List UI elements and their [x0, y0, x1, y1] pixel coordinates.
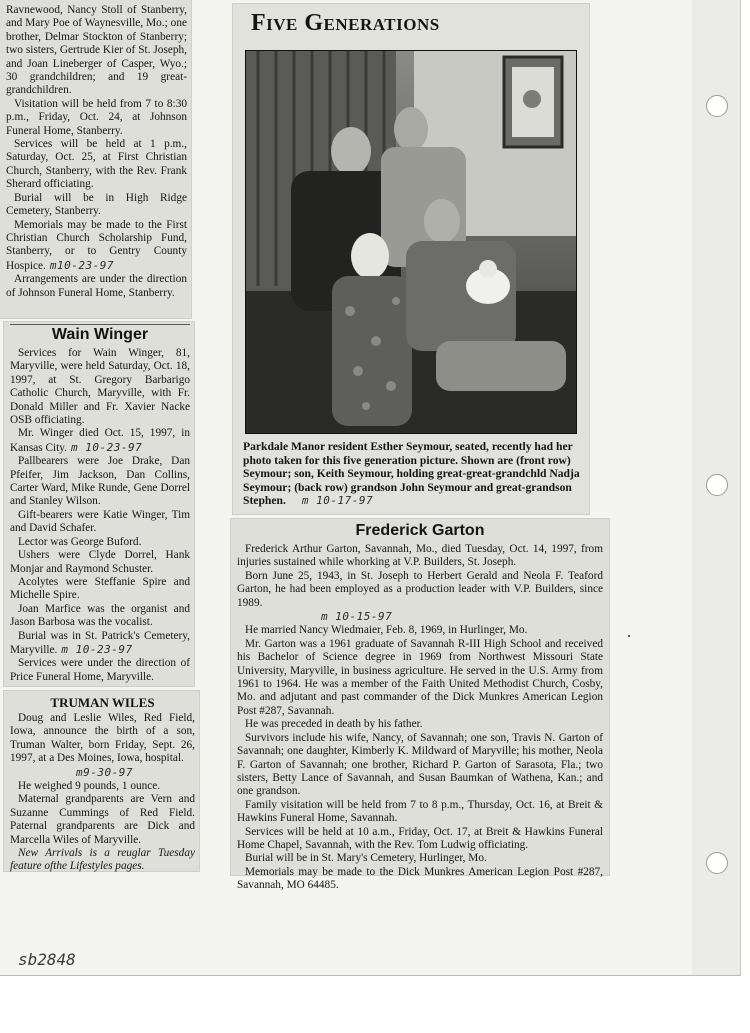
- ink-speck: [628, 635, 630, 637]
- obit-paragraph: Services will be held at 1 p.m., Saturday, Oct. 25, at First Christian Church, Stanberry, with the Rev. Frank Sherard officiating.: [6, 138, 187, 191]
- handwritten-sheet-id: sb2848: [18, 950, 76, 969]
- family-photo-illustration: [246, 51, 576, 433]
- obit-paragraph: Survivors include his wife, Nancy, of Savannah; one son, Travis N. Garton of Savannah; one daughter, Kimberly K. Mildward of Maryville; his mother, Neola F. Garton of Savannah; one brother, Richard P. Garton of Sarasota, Fla.; two sisters, Betty Lance of Savannah, and Susan Baumkan of Wathena, Kan.; and one grandson.: [237, 731, 603, 798]
- man-back-left-head: [331, 127, 371, 175]
- birth-paragraph: Maternal grandparents are Vern and Suzanne Cummings of Red Field. Paternal grandparents are Dick and Marcella Wiles of Maryville.: [10, 793, 195, 846]
- obit-paragraph: Mr. Garton was a 1961 graduate of Savannah R-III High School and received his Bachelor of Science degree in 1969 from Northwest Missouri State University, Maryville, in business agriculture. He served in the U.S. Army from 1961 to 1964. He was a member of the Faith United Methodist Church, Cosby, Mo. and adjutant and past commander of the Dick Munkres American Legion Post #287, Savannah.: [237, 637, 603, 717]
- obit-paragraph: Acolytes were Steffanie Spire and Michelle Spire.: [10, 575, 190, 602]
- handwritten-date: m10-23-97: [49, 258, 114, 272]
- binder-hole-middle: [706, 474, 728, 496]
- handwritten-date: m 10-17-97: [301, 494, 374, 508]
- obit-paragraph: Lector was George Buford.: [18, 535, 142, 548]
- obit-paragraph: Burial will be in St. Mary's Cemetery, Hurlinger, Mo.: [245, 852, 487, 865]
- photo-caption-block: [243, 440, 581, 508]
- truman-wiles-clipping: [4, 691, 199, 871]
- obit-paragraph: Burial was in St. Patrick's Cemetery, Maryville. m 10-23-97: [10, 629, 190, 656]
- feature-note: New Arrivals is a reuglar Tuesday feature ofthe Lifestyles pages.: [10, 847, 195, 873]
- young-man-head: [394, 107, 428, 151]
- five-generations-clipping: [233, 4, 589, 514]
- truman-wiles-headline: TRUMAN WILES: [50, 695, 155, 710]
- obit-paragraph: Born June 25, 1943, in St. Joseph to Herbert Gerald and Neola F. Teaford Garton, he had been employed as a production leader with V.P. Builders, since 1989.: [237, 569, 603, 609]
- obituary-continuation-clipping: [0, 0, 191, 318]
- obit-paragraph: Frederick Arthur Garton, Savannah, Mo., died Tuesday, Oct. 14, 1997, from injuries sustained while whorking at V.P. Builders, St. Joseph.: [237, 543, 603, 569]
- obit-paragraph: Gift-bearers were Katie Winger, Tim and David Schafer.: [10, 508, 190, 535]
- obit-paragraph: Arrangements are under the direction of Johnson Funeral Home, Stanberry.: [6, 273, 187, 299]
- frederick-garton-clipping: [231, 519, 609, 892]
- obit-paragraph: Visitation will be held from 7 to 8:30 p.m., Friday, Oct. 24, at Johnson Funeral Home, Stanberry.: [6, 97, 187, 137]
- obit-paragraph: Family visitation will be held from 7 to 8 p.m., Thursday, Oct. 16, at Breit & Hawkins Funeral Home, Savannah.: [237, 798, 603, 825]
- obit-paragraph: Services for Wain Winger, 81, Maryville, were held Saturday, Oct. 18, 1997, at St. Gregory Barbarigo Catholic Church, Maryville, with Fr. Donald Miller and Fr. Xavier Nacke OSB officiating.: [10, 347, 190, 427]
- obit-paragraph: Ushers were Clyde Dorrel, Hank Monjar and Raymond Schuster.: [10, 549, 190, 575]
- obit-paragraph: Burial will be in High Ridge Cemetery, Stanberry.: [6, 191, 187, 218]
- binder-hole-top: [706, 95, 728, 117]
- handwritten-date-line: m9-30-97: [76, 765, 133, 779]
- birth-paragraph: He weighed 9 pounds, 1 ounce.: [18, 780, 161, 793]
- birth-paragraph: Doug and Leslie Wiles, Red Field, Iowa, announce the birth of a son, Truman Walter, born Friday, Sept. 26, 1997, at a Des Moines, Iowa, hospital.: [10, 712, 195, 765]
- obit-paragraph: Mr. Winger died Oct. 15, 1997, in Kansas City. m 10-23-97: [10, 427, 190, 454]
- five-generations-photo: [245, 50, 577, 434]
- photo-caption: Parkdale Manor resident Esther Seymour, seated, recently had her photo taken for this five generation picture. Shown are (front row) Seymour; son, Keith Seymour, holding great-great-grandchld Nadja Seymour; (back row) grandson John Seymour and great-grandson Stephen. m 10-17-97: [243, 440, 580, 508]
- older-man-seated-head: [424, 199, 460, 243]
- wain-winger-headline: Wain Winger: [10, 324, 190, 345]
- elderly-woman-head: [351, 233, 389, 279]
- five-generations-headline: Five Generations: [251, 10, 440, 36]
- binder-hole-bottom: [706, 852, 728, 874]
- obit-paragraph: Memorials may be made to the First Christian Church Scholarship Fund, Stanberry, or to Gentry County Hospice. m10-23-97: [6, 218, 187, 272]
- obit-paragraph: Memorials may be made to the Dick Munkres American Legion Post #287, Savannah, MO 64485.: [237, 865, 603, 892]
- obit-paragraph: Services were under the direction of Price Funeral Home, Maryville.: [10, 657, 190, 683]
- frederick-garton-headline: Frederick Garton: [355, 522, 485, 539]
- obit-paragraph: Pallbearers were Joe Drake, Dan Pfeifer, Jim Jackson, Dan Collins, Carter Ward, Mike Runde, Gene Dorrel and Stanley Wilson.: [10, 455, 190, 508]
- obit-paragraph: Ravnewood, Nancy Stoll of Stanberry, and Mary Poe of Waynesville, Mo.; one brother, Delmar Stockton of Stanberry; two sisters, Gertrude Kier of St. Joseph, and Joan Lineberger of Casper, Wyo.; 30 grandchildren; and 19 great-grandchildren.: [6, 4, 187, 97]
- handwritten-date-line: m 10-15-97: [321, 610, 393, 624]
- obit-paragraph: Joan Marfice was the organist and Jason Barbosa was the vocalist.: [10, 602, 190, 629]
- wain-winger-clipping: [4, 322, 194, 686]
- handwritten-date: m 10-23-97: [61, 642, 133, 656]
- obit-paragraph: He was preceded in death by his father.: [245, 718, 423, 731]
- obit-paragraph: Services will be held at 10 a.m., Friday, Oct. 17, at Breit & Hawkins Funeral Home Chapel, Savannah, with the Rev. Tom Ludwig officiating.: [237, 825, 603, 851]
- obit-paragraph: He married Nancy Wiedmaier, Feb. 8, 1969, in Hurlinger, Mo.: [245, 624, 528, 637]
- handwritten-date: m 10-23-97: [71, 440, 143, 454]
